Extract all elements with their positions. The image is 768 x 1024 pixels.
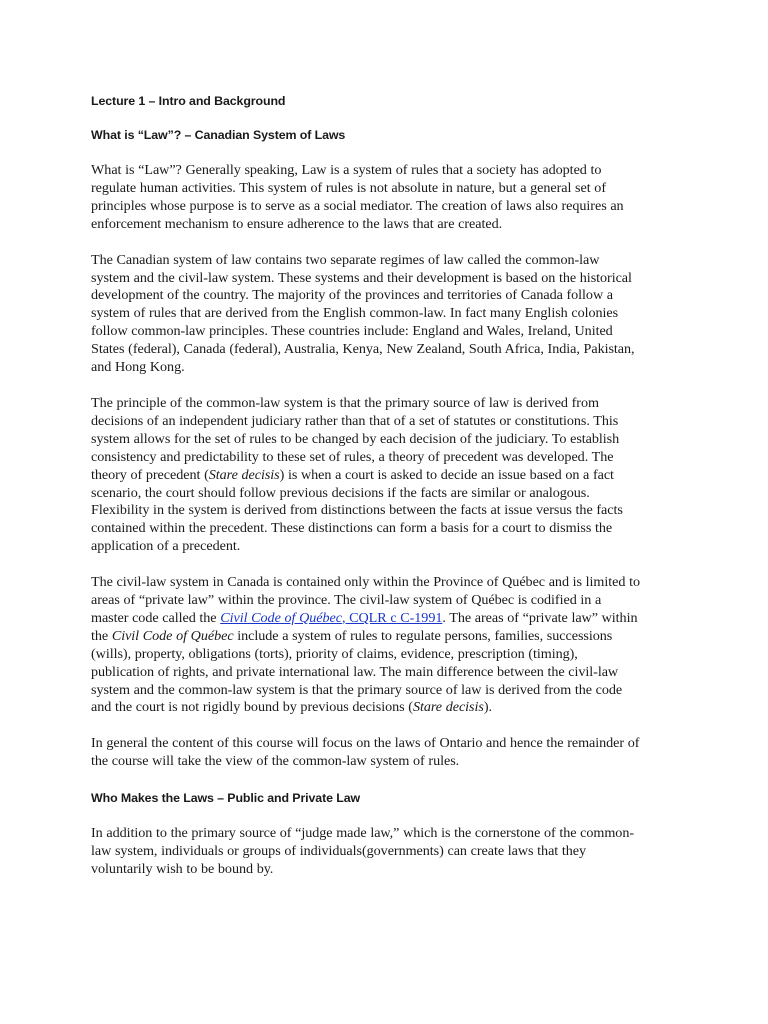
paragraph-judge-made-law [91, 825, 681, 879]
text-run: master code called the [91, 609, 221, 626]
text-line: voluntarily wish to be bound by. [91, 861, 274, 877]
text-line: publication of rights, and private international law. The main difference between the civil-law [91, 663, 619, 680]
paragraph-civil-law [91, 574, 681, 717]
italic-term-stare-decisis: Stare decisis [412, 699, 484, 716]
text-line: consistency and predictability to these set of rules, a theory of precedent was developed. The [91, 448, 614, 465]
text-line: The principle of the common-law system is that the primary source of law is derived from [91, 394, 599, 411]
text-line: follow common-law principles. These countries include: England and Wales, Ireland, United [91, 323, 613, 340]
text-run: and the court is not rigidly bound by previous decisions ( [91, 699, 413, 716]
text-line: regulate human activities. This system of rules is not absolute in nature, but a general set of [91, 179, 606, 196]
text-line: law system, individuals or groups of individuals(governments) can create laws that they [91, 843, 587, 860]
paragraph-common-law [91, 395, 681, 556]
text-line: principles whose purpose is to serve as a social mediator. The creation of laws also requires an [91, 197, 624, 214]
text-line: contained within the precedent. These distinctions can form a basis for a court to dismiss the [91, 520, 613, 537]
text-line [91, 628, 681, 646]
text-line: In addition to the primary source of “judge made law,” which is the cornerstone of the common- [91, 825, 635, 842]
italic-term-civil-code: Civil Code of Québec [111, 627, 234, 644]
text-line: system allows for the set of rules to be changed by each decision of the judiciary. To establish [91, 430, 620, 447]
lecture-title: Lecture 1 – Intro and Background [91, 94, 286, 108]
document-page [91, 92, 681, 879]
text-run: include a system of rules to regulate persons, families, successions [233, 627, 613, 644]
text-run: theory of precedent ( [91, 466, 209, 483]
link-text[interactable]: , CQLR c C-1991 [341, 609, 443, 626]
text-line: The civil-law system in Canada is contained only within the Province of Québec and is limited to [91, 574, 640, 591]
text-line: development of the country. The majority of the provinces and territories of Canada follow a [91, 287, 614, 304]
italic-term-stare-decisis: Stare decisis [208, 466, 280, 483]
text-run: the [91, 627, 112, 644]
text-line: In general the content of this course will focus on the laws of Ontario and hence the remainder of [91, 735, 640, 752]
text-line: (wills), property, obligations (torts), priority of claims, evidence, prescription (timing), [91, 645, 578, 662]
text-run: ). [483, 699, 492, 716]
text-line: the course will take the view of the common-law system of rules. [91, 753, 460, 770]
text-line: scenario, the court should follow previous decisions if the facts are similar or analogous. [91, 484, 590, 501]
civil-code-link[interactable] [220, 610, 442, 626]
text-line: What is “Law”? Generally speaking, Law is a system of rules that a society has adopted to [91, 162, 602, 178]
text-line: system and the common-law system is that the primary source of law is derived from the code [91, 681, 623, 698]
paragraph-canadian-system [91, 252, 681, 377]
text-line: areas of “private law” within the province. The civil-law system of Québec is codified in a [91, 592, 602, 609]
text-line [91, 610, 681, 628]
text-line [91, 699, 681, 717]
text-line: enforcement mechanism to ensure adherence to the laws that are created. [91, 215, 503, 232]
section-heading-what-is-law: What is “Law”? – Canadian System of Laws [91, 128, 346, 142]
text-line: system and the civil-law system. These systems and their development is based on the historical [91, 269, 632, 286]
link-italic-text[interactable]: Civil Code of Québec [220, 609, 342, 626]
text-line: application of a precedent. [91, 538, 241, 555]
text-line: decisions of an independent judiciary rather than that of a set of statutes or constitutions. This [91, 412, 619, 429]
text-line: States (federal), Canada (federal), Australia, Kenya, New Zealand, South Africa, India, Pakistan, [91, 341, 635, 358]
text-line: system of rules that are derived from the English common-law. In fact many English colonies [91, 305, 619, 322]
section-heading-who-makes-laws: Who Makes the Laws – Public and Private Law [91, 791, 361, 806]
text-line [91, 467, 681, 485]
paragraph-course-focus [91, 735, 681, 771]
text-line: The Canadian system of law contains two separate regimes of law called the common-law [91, 251, 600, 268]
text-run: . The areas of “private law” within [442, 609, 638, 626]
paragraph-what-is-law [91, 162, 681, 234]
text-run: ) is when a court is asked to decide an issue based on a fact [279, 466, 614, 483]
text-line: and Hong Kong. [91, 359, 185, 376]
text-line: Flexibility in the system is derived from distinctions between the facts at issue versus the facts [91, 502, 623, 519]
